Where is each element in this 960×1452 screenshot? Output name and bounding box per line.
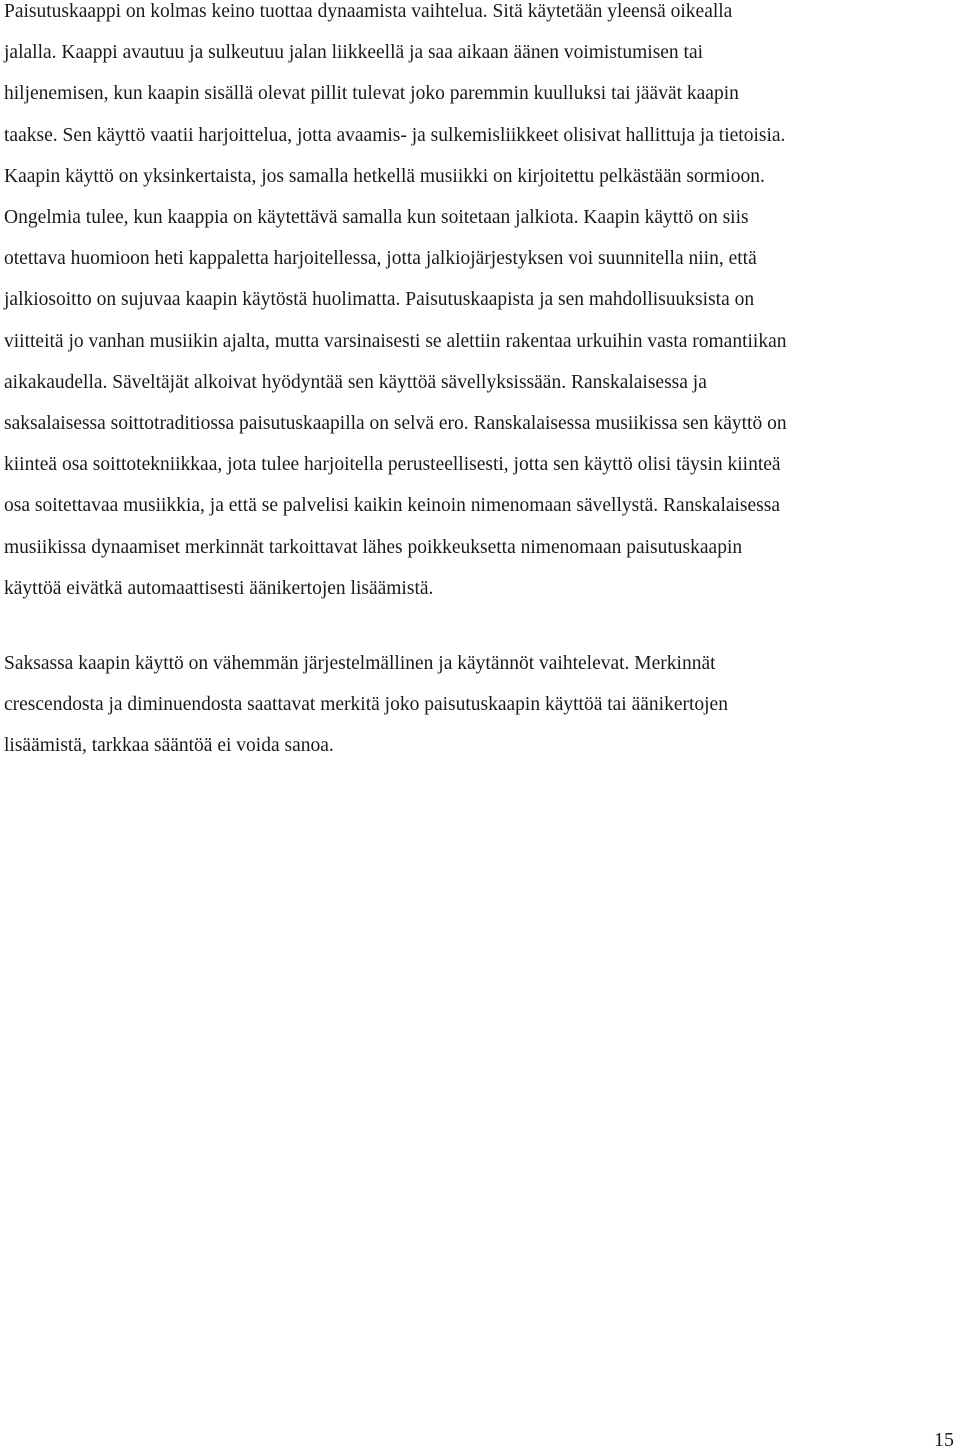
text-line: saksalaisessa soittotraditiossa paisutuskaapilla on selvä ero. Ranskalaisessa musiikissa sen käyttö on [4, 413, 787, 434]
text-line: osa soitettavaa musiikkia, ja että se palvelisi kaikin keinoin nimenomaan sävellystä. Ranskalaisessa [4, 495, 781, 517]
text-line: kiinteä osa soittotekniikkaa, jota tulee harjoitella perusteellisesti, jotta sen käyttö olisi täysin kiinteä [4, 454, 781, 476]
text-line: Kaapin käyttö on yksinkertaista, jos samalla hetkellä musiikki on kirjoitettu pelkästään sormioon. [4, 165, 765, 187]
text-line: jalalla. Kaappi avautuu ja sulkeutuu jalan liikkeellä ja saa aikaan äänen voimistumisen tai [4, 42, 704, 64]
text-line: viitteitä jo vanhan musiikin ajalta, mutta varsinaisesti se alettiin rakentaa urkuihin vasta romantiikan [4, 330, 787, 352]
page-number: 15 [934, 1429, 954, 1451]
text-line: musiikissa dynaamiset merkinnät tarkoittavat lähes poikkeuksetta nimenomaan paisutuskaapin [4, 536, 743, 558]
text-line: käyttöä eivätkä automaattisesti äänikertojen lisäämistä. [4, 577, 434, 599]
text-line: taakse. Sen käyttö vaatii harjoittelua, jotta avaamis- ja sulkemisliikkeet olisivat hallittuja ja tietoisia. [4, 124, 786, 146]
text-line: aikakaudella. Säveltäjät alkoivat hyödyntää sen käyttöä sävellyksissään. Ranskalaisessa ja [4, 371, 707, 393]
text-line: Saksassa kaapin käyttö on vähemmän järjestelmällinen ja käytännöt vaihtelevat. Merkinnät [4, 653, 716, 674]
text-line: otettava huomioon heti kappaletta harjoitellessa, jotta jalkiojärjestyksen voi suunnitella niin, että [4, 248, 757, 270]
text-line: crescendosta ja diminuendosta saattavat merkitä joko paisutuskaapin käyttöä tai äänikertojen [4, 694, 728, 716]
text-line: jalkiosoitto on sujuvaa kaapin käytöstä huolimatta. Paisutuskaapista ja sen mahdollisuuksista on [4, 289, 755, 311]
text-line: Paisutuskaappi on kolmas keino tuottaa dynaamista vaihtelua. Sitä käytetään yleensä oikealla [4, 1, 733, 22]
text-line: lisäämistä, tarkkaa sääntöä ei voida sanoa. [4, 735, 334, 757]
text-line: hiljenemisen, kun kaapin sisällä olevat pillit tulevat joko paremmin kuulluksi tai jäävät kaapin [4, 83, 739, 105]
text-line: Ongelmia tulee, kun kaappia on käytettävä samalla kun soitetaan jalkiota. Kaapin käyttö on siis [4, 207, 749, 228]
